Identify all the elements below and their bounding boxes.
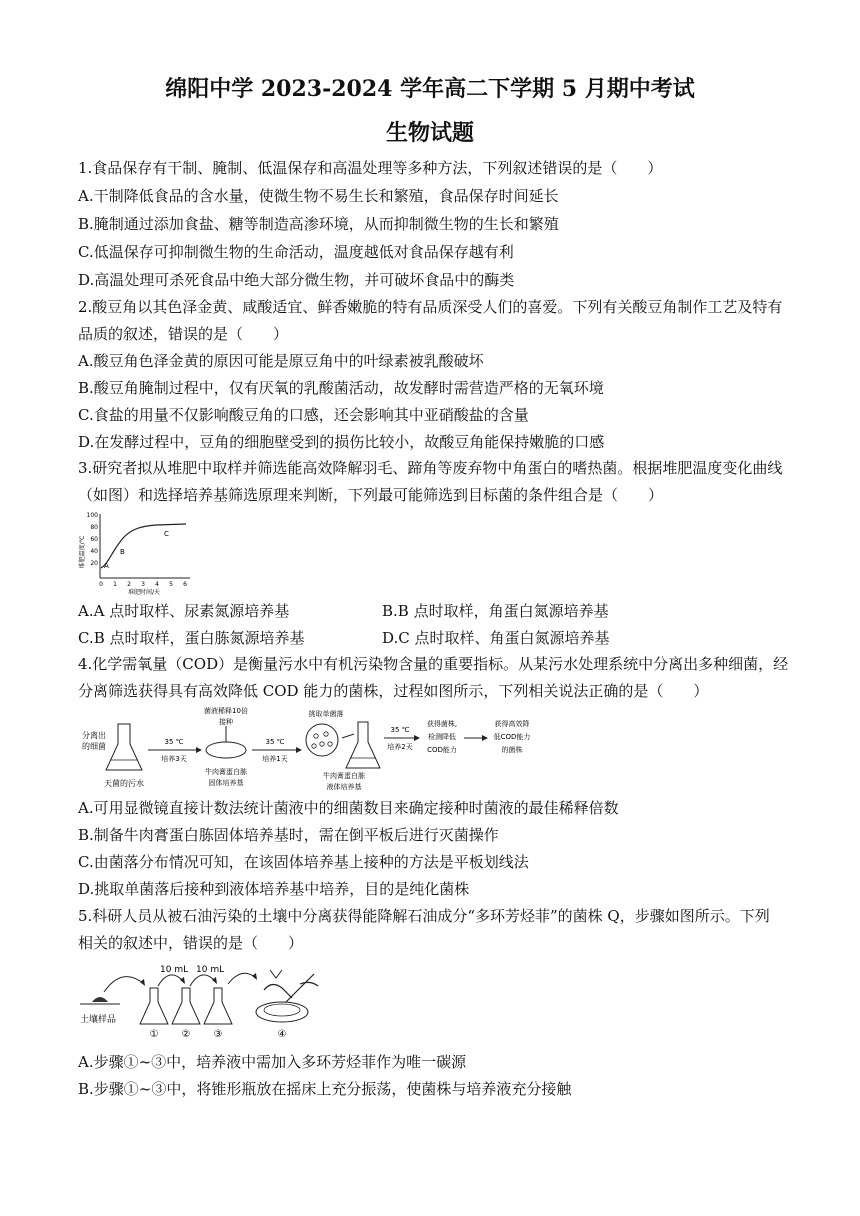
q1-option-d: D.高温处理可杀死食品中绝大部分微生物，并可破坏食品中的酶类 [78, 271, 515, 289]
q4-stem-line2: 分离筛选获得具有高效降低 COD 能力的菌株，过程如图所示，下列相关说法正确的是（ ） [78, 682, 709, 700]
q5-fig-step-3: ③ [213, 1029, 223, 1040]
q4-fig-colony [314, 734, 318, 738]
q3-fig-xtick: 1 [113, 581, 117, 588]
q2-option-b: B.酸豆角腌制过程中，仅有厌氧的乳酸菌活动，故发酵时需营造严格的无氧环境 [78, 379, 604, 397]
q3-fig-xtick: 4 [155, 581, 159, 588]
q1-option-c: C.低温保存可抑制微生物的生命活动，温度越低对食品保存越有利 [78, 243, 514, 261]
q5-fig-arrow-1-head [140, 979, 145, 986]
q4-option-b: B.制备牛肉膏蛋白胨固体培养基时，需在倒平板后进行灭菌操作 [78, 826, 499, 844]
q3-fig-ytick: 100 [86, 512, 98, 519]
q3-option-a: A.A 点时取样、尿素氮源培养基 [78, 602, 290, 620]
q3-option-b: B.B 点时取样，角蛋白氮源培养基 [382, 602, 609, 620]
q4-fig-step2-temp: 35 ℃ [265, 738, 285, 746]
q5-fig-soil-pile [92, 997, 108, 1002]
q5-fig-arrow-1 [104, 977, 144, 992]
q1-stem: 1.食品保存有干制、腌制、低温保存和高温处理等多种方法，下列叙述错误的是（ ） [78, 159, 663, 177]
q4-fig-pick-colony-label: 挑取单菌落 [308, 710, 344, 718]
q4-fig-source-label: 的细菌 [82, 742, 106, 751]
q5-fig-arrow-4 [228, 973, 256, 984]
q3-fig-point-a: A [104, 562, 109, 570]
q4-fig-step3-temp: 35 ℃ [390, 726, 410, 734]
q2-stem-line2: 品质的叙述，错误的是（ ） [78, 325, 289, 343]
q3-option-c: C.B 点时取样，蛋白胨氮源培养基 [78, 629, 305, 647]
q3-fig-xtick: 2 [127, 581, 131, 588]
q3-fig-xtick: 5 [169, 581, 173, 588]
q2-option-d: D.在发酵过程中，豆角的细胞壁受到的损伤比较小，故酸豆角能保持嫩脆的口感 [78, 433, 605, 451]
q1-option-a: A.干制降低食品的含水量，使微生物不易生长和繁殖，食品保存时间延长 [78, 187, 559, 205]
q5-fig-soil-label: 土壤样品 [80, 1015, 117, 1025]
q5-fig-flame [270, 970, 282, 978]
q4-fig-flask-caption: 液体培养基 [326, 783, 362, 791]
q5-fig-spreader [286, 974, 314, 1002]
q5-isolation-steps-figure [78, 958, 338, 1042]
q4-fig-flask-2 [346, 722, 380, 768]
q4-fig-result1: 获得菌株, [426, 720, 458, 728]
q3-fig-ylabel: 堆肥温度/℃ [79, 535, 86, 569]
q4-fig-colony [312, 744, 316, 748]
q2-stem-line1: 2.酸豆角以其色泽金黄、咸酸适宜、鲜香嫩脆的特有品质深受人们的喜爱。下列有关酸豆角制作工艺及特有 [78, 298, 783, 316]
q5-stem-line2: 相关的叙述中，错误的是（ ） [78, 934, 304, 952]
q4-fig-step1-time: 培养3天 [161, 755, 187, 763]
q5-fig-step-4: ④ [277, 1029, 287, 1040]
q5-fig-flask-1 [140, 988, 168, 1024]
q4-fig-transfer-arrow [342, 734, 354, 738]
q5-fig-volume-2: 10 mL [196, 965, 225, 975]
q4-fig-result2: 低COD能力 [493, 733, 531, 741]
q4-stem-line1: 4.化学需氧量（COD）是衡量污水中有机污染物含量的重要指标。从某污水处理系统中分离出多种细菌，经 [78, 655, 789, 673]
q4-fig-result2: 的菌株 [501, 746, 523, 754]
q3-fig-ytick: 20 [90, 560, 98, 567]
q5-stem-line1: 5.科研人员从被石油污染的土壤中分离获得能降解石油成分“多环芳烃菲”的菌株 Q，步骤如图所示。下列 [78, 907, 770, 925]
q4-fig-plate-caption: 牛肉膏蛋白胨 [205, 768, 247, 776]
q4-fig-plate-caption: 固体培养基 [208, 779, 244, 787]
q2-option-c: C.食盐的用量不仅影响酸豆角的口感，还会影响其中亚硝酸盐的含量 [78, 406, 529, 424]
q4-option-d: D.挑取单菌落后接种到液体培养基中培养，目的是纯化菌株 [78, 880, 470, 898]
q3-compost-temperature-figure [78, 508, 196, 596]
q3-option-d: D.C 点时取样、角蛋白氮源培养基 [382, 629, 610, 647]
q3-fig-xlabel: 堆肥时间/天 [127, 589, 161, 596]
q4-fig-result1: COD能力 [427, 746, 457, 754]
q4-fig-inoculate-label: 接种 [219, 718, 233, 726]
q4-fig-arrow-2-head [296, 747, 302, 753]
q4-fig-colony [320, 742, 324, 746]
q2-option-a: A.酸豆角色泽金黄的原因可能是原豆角中的叶绿素被乳酸破坏 [78, 352, 484, 370]
q4-fig-source-caption: 天菌的污水 [104, 779, 144, 788]
q5-option-a: A.步骤①~③中，培养液中需加入多环芳烃菲作为唯一碳源 [78, 1053, 467, 1071]
q5-fig-step-2: ② [181, 1029, 191, 1040]
q4-fig-arrow-1-head [196, 747, 202, 753]
q4-fig-result2: 获得高效降 [494, 720, 530, 728]
q3-fig-xtick: 0 [99, 581, 103, 588]
q5-fig-volume-1: 10 mL [160, 965, 189, 975]
q5-fig-arrow-3-head [212, 977, 217, 984]
q4-cod-screening-figure [78, 704, 718, 794]
q4-fig-petri-dish [206, 742, 246, 758]
q5-fig-petri-dish [256, 1002, 308, 1022]
q4-fig-source-label: 分离出 [82, 731, 106, 740]
q4-fig-step3-time: 培养2天 [387, 743, 413, 751]
q5-fig-arrow-3 [190, 975, 216, 986]
q5-fig-arrow-2 [158, 975, 184, 986]
q5-fig-hand [264, 984, 292, 998]
exam-title: 绵阳中学 2023-2024 学年高二下学期 5 月期中考试 [165, 76, 695, 102]
q5-option-b: B.步骤①~③中，将锥形瓶放在摇床上充分振荡，使菌株与培养液充分接触 [78, 1080, 572, 1098]
q4-fig-inoculate-label: 菌液稀释10倍 [204, 707, 248, 715]
q4-fig-flask-caption: 牛肉膏蛋白胨 [323, 772, 365, 780]
q4-fig-step2-time: 培养1天 [262, 755, 288, 763]
q5-fig-arrow-2-head [180, 977, 185, 984]
q3-fig-ytick: 60 [90, 536, 98, 543]
q3-fig-point-b: B [120, 548, 125, 556]
q4-fig-arrow-4-head [482, 735, 488, 741]
q4-fig-result1: 检测降低 [428, 733, 456, 741]
q1-option-b: B.腌制通过添加食盐、糖等制造高渗环境，从而抑制微生物的生长和繁殖 [78, 215, 559, 233]
q5-fig-step-1: ① [149, 1029, 159, 1040]
q3-fig-ytick: 80 [90, 524, 98, 531]
q5-fig-arrow-4-head [252, 973, 257, 980]
q3-stem-line1: 3.研究者拟从堆肥中取样并筛选能高效降解羽毛、蹄角等废弃物中角蛋白的嗜热菌。根据堆肥温度变化曲线 [78, 459, 783, 477]
q3-fig-xtick: 6 [183, 581, 187, 588]
q5-fig-flask-2 [172, 988, 200, 1024]
q4-fig-step1-temp: 35 ℃ [164, 738, 184, 746]
q3-fig-xtick: 3 [141, 581, 145, 588]
q5-fig-flask-3 [204, 988, 232, 1024]
q3-stem-line2: （如图）和选择培养基筛选原理来判断，下列最可能筛选到目标菌的条件组合是（ ） [78, 486, 664, 504]
q5-fig-petri-dish-inner [264, 1004, 300, 1016]
q4-fig-colony [324, 732, 328, 736]
q3-fig-point-c: C [164, 530, 169, 538]
q3-fig-ytick: 40 [90, 548, 98, 555]
q4-fig-flask-1 [106, 724, 142, 770]
exam-subtitle: 生物试题 [385, 120, 474, 146]
q4-fig-colony-plate [306, 724, 338, 756]
q4-option-a: A.可用显微镜直接计数法统计菌液中的细菌数目来确定接种时菌液的最佳稀释倍数 [78, 799, 619, 817]
q4-fig-colony [328, 742, 332, 746]
q4-option-c: C.由菌落分布情况可知，在该固体培养基上接种的方法是平板划线法 [78, 853, 529, 871]
q3-fig-temperature-curve [101, 524, 186, 568]
q4-fig-arrow-3-head [414, 735, 420, 741]
